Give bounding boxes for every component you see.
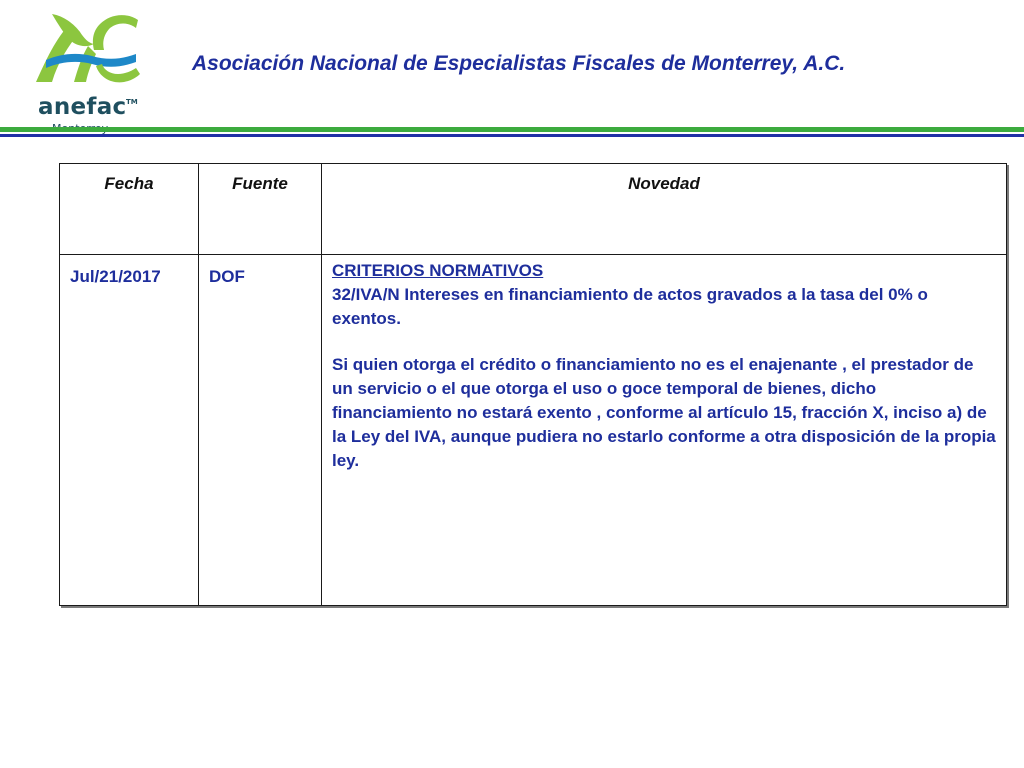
column-header-fecha: Fecha xyxy=(60,164,199,255)
cell-fuente: DOF xyxy=(199,255,322,606)
logo-e-top-arc xyxy=(93,15,138,50)
header-rule-green xyxy=(0,127,1024,132)
page-title: Asociación Nacional de Especialistas Fiscales de Monterrey, A.C. xyxy=(192,52,846,75)
anefac-logo-mark-icon xyxy=(30,10,145,96)
news-heading: CRITERIOS NORMATIVOS xyxy=(332,261,544,280)
logo-wordmark: anefac xyxy=(38,94,127,120)
anefac-logo xyxy=(30,10,145,128)
column-header-fuente: Fuente xyxy=(199,164,322,255)
logo-a-left-stroke xyxy=(36,24,80,82)
logo-trademark: TM xyxy=(126,98,138,106)
news-table xyxy=(59,163,1007,606)
table-row xyxy=(60,255,1007,606)
news-body: Si quien otorga el crédito o financiamiento no es el enajenante , el prestador de un servicio o el que otorga el uso o goce temporal de bienes, dicho financiamiento no estará exento , conforme al artículo 15, fracción X, inciso a) de la Ley del IVA, aunque pudiera no estarlo conforme a otra disposición de la propia ley. xyxy=(332,355,996,470)
logo-e-bottom-arc xyxy=(96,64,140,82)
cell-novedad xyxy=(322,255,1007,606)
logo-wave-middle xyxy=(46,54,136,68)
column-header-novedad: Novedad xyxy=(322,164,1007,255)
news-subheading: 32/IVA/N Intereses en financiamiento de actos gravados a la tasa del 0% o exentos. xyxy=(332,285,928,328)
cell-fecha: Jul/21/2017 xyxy=(60,255,199,606)
table-header-row xyxy=(60,164,1007,255)
header-rule-blue xyxy=(0,134,1024,137)
